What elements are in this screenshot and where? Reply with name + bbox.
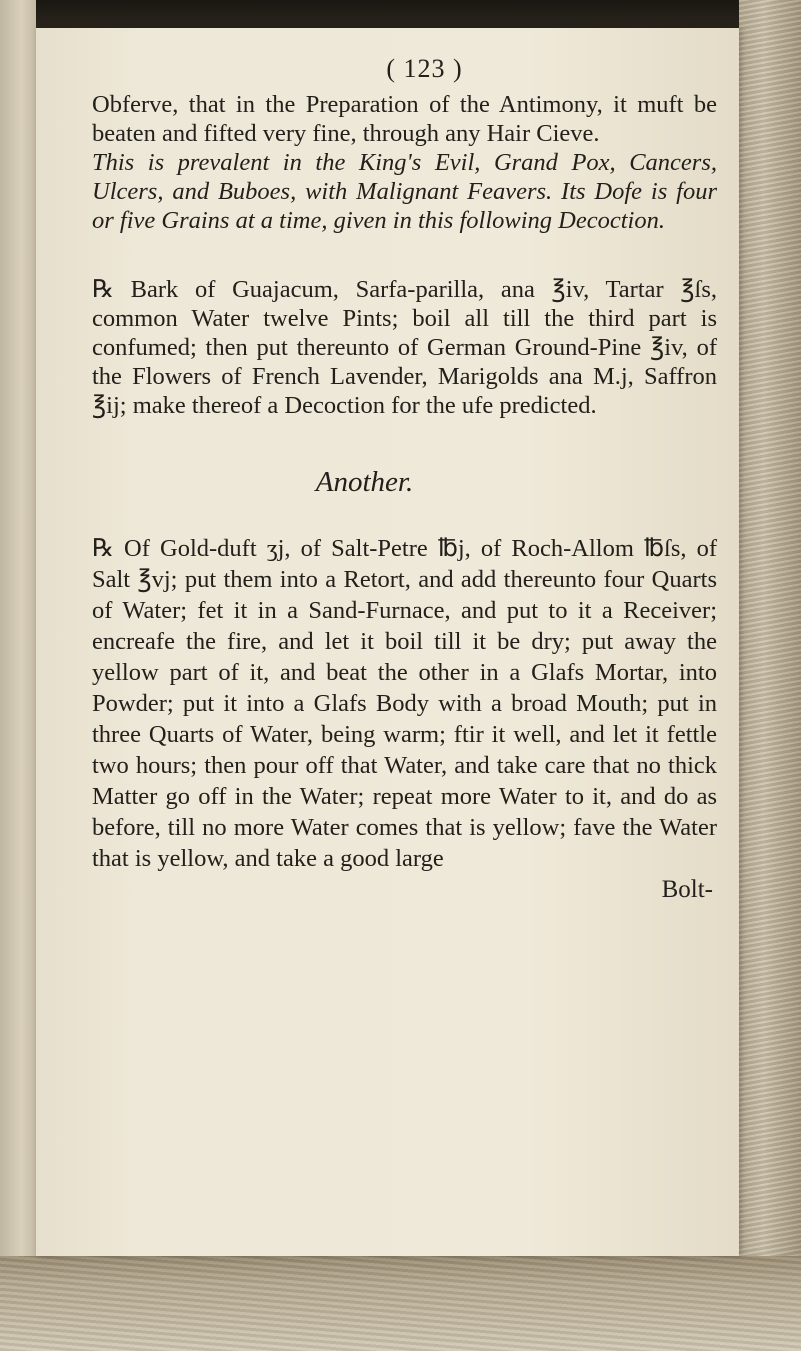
book-page [36,28,739,1256]
section-heading-another: Another. [315,466,414,498]
recipe-one-paragraph: ℞ Bark of Guajacum, Sarfa-parilla, ana ℥iv, Tartar ℥ſs, common Water twelve Pints; boil all till the third part is confumed; then put thereunto of German Ground-Pine ℥iv, of the Flowers of French Lavender, Marigolds ana M.j, Saffron ℥ij; make thereof a Decoction for the ufe predicted. [92,276,717,419]
book-gutter [0,0,36,1351]
recipe-two-paragraph: ℞ Of Gold-duft ʒj, of Salt-Petre ℔j, of Roch-Allom ℔ſs, of Salt ℥vj; put them into a Retort, and add thereunto four Quarts of Water; fet it in a Sand-Furnace, and put to it a Receiver; encreafe the fire, and let it boil till it be dry; put away the yellow part of it, and beat the other in a Glafs Mortar, into Powder; put it into a Glafs Body with a broad Mouth; put in three Quarts of Water, being warm; ftir it well, and let it fettle two hours; then pour off that Water, and take care that no thick Matter go off in the Water; repeat more Water to it, and do as before, till no more Water comes that is yellow; fave the Water that is yellow, and take a good large [92,535,717,872]
page-text-block [92,54,717,904]
page-bottom-edge [0,1256,801,1351]
catchword: Bolt- [661,876,713,903]
page-number: ( 123 ) [386,54,463,83]
intro-paragraph: Obferve, that in the Preparation of the Antimony, it muft be beaten and fifted very fine, through any Hair Cieve. [92,91,717,147]
usage-paragraph: This is prevalent in the King's Evil, Grand Pox, Cancers, Ulcers, and Buboes, with Malignant Feavers. Its Dofe is four or five Grains at a time, given in this following Decoction. [92,149,717,234]
page-fore-edge [739,0,801,1351]
